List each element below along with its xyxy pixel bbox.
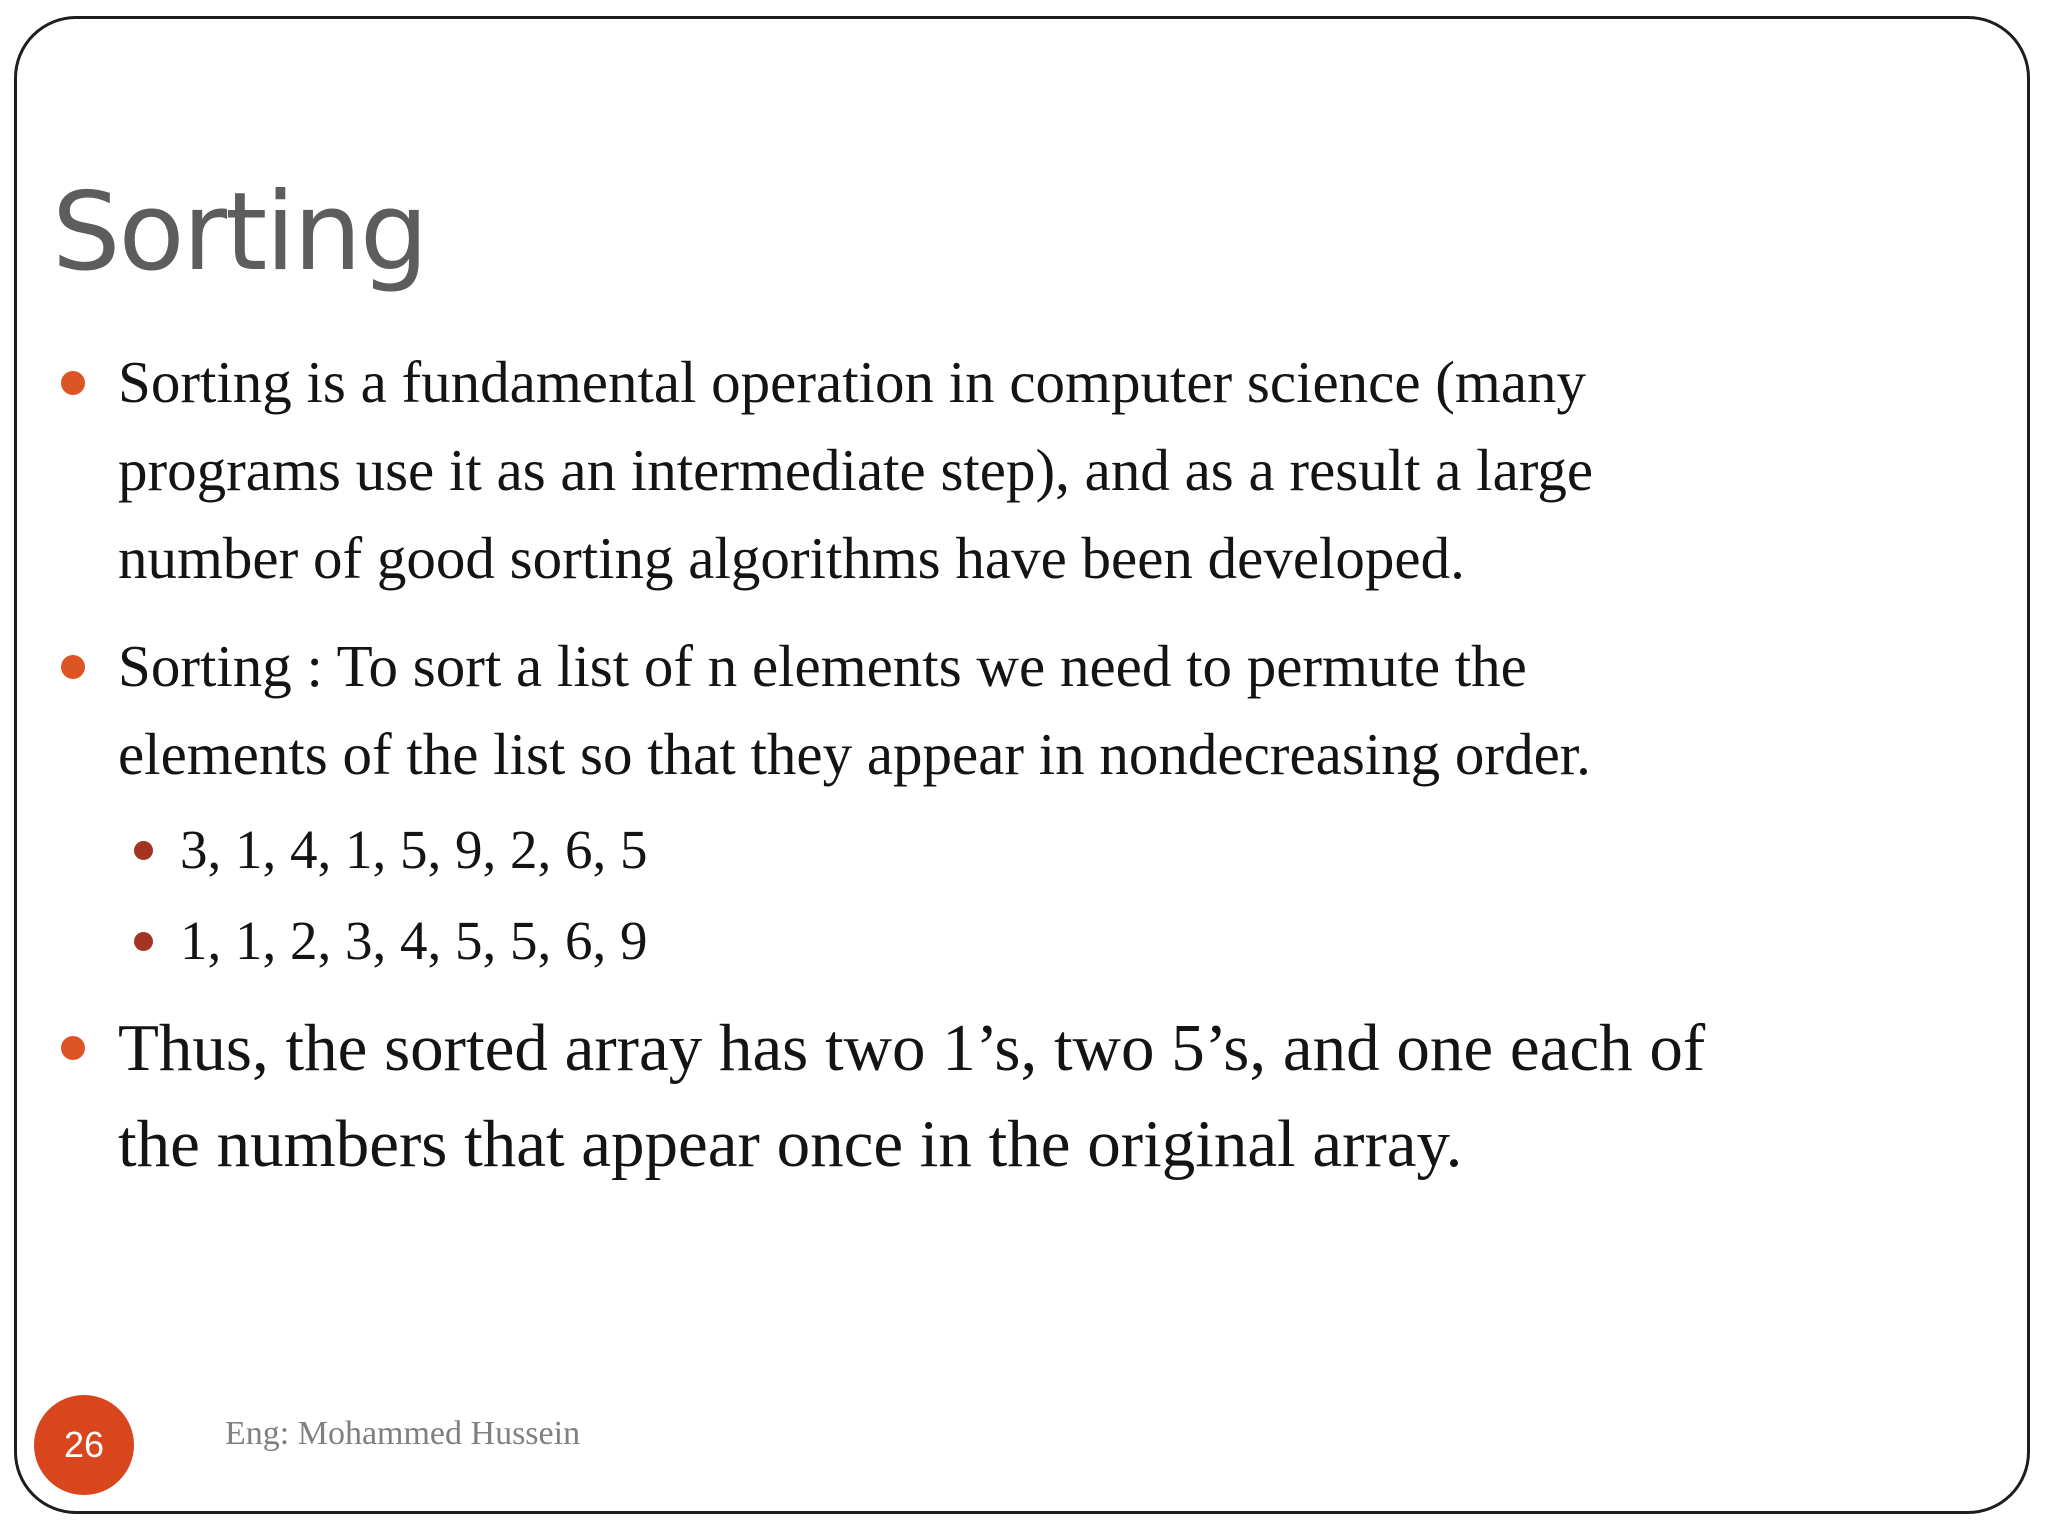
bullet-line: elements of the list so that they appear in nondecreasing order. [118,721,1591,787]
sub-bullet-dot-icon [134,932,153,951]
bullet-dot-icon [61,1036,85,1060]
bullet-item [118,338,1593,602]
bullet-item [118,622,1591,798]
bullet-dot-icon [61,655,85,679]
page-number-badge: 26 [34,1395,134,1495]
sub-bullet-text: 3, 1, 4, 1, 5, 9, 2, 6, 5 [180,819,648,880]
bullet-line: the numbers that appear once in the original array. [118,1107,1463,1181]
footer-author: Eng: Mohammed Hussein [225,1415,581,1452]
sub-bullet-text: 1, 1, 2, 3, 4, 5, 5, 6, 9 [180,910,648,971]
bullet-line: Sorting is a fundamental operation in computer science (many [118,349,1586,415]
bullet-line: number of good sorting algorithms have been developed. [118,525,1465,591]
sub-bullet-item [180,896,648,986]
bullet-line: Sorting : To sort a list of n elements we need to permute the [118,633,1527,699]
slide-title: Sorting [52,170,427,295]
bullet-item [118,1000,1705,1192]
bullet-dot-icon [61,371,85,395]
sub-bullet-item [180,805,648,895]
bullet-line: programs use it as an intermediate step), and as a result a large [118,437,1594,503]
bullet-line: Thus, the sorted array has two 1’s, two 5’s, and one each of [118,1011,1706,1085]
sub-bullet-dot-icon [134,841,153,860]
